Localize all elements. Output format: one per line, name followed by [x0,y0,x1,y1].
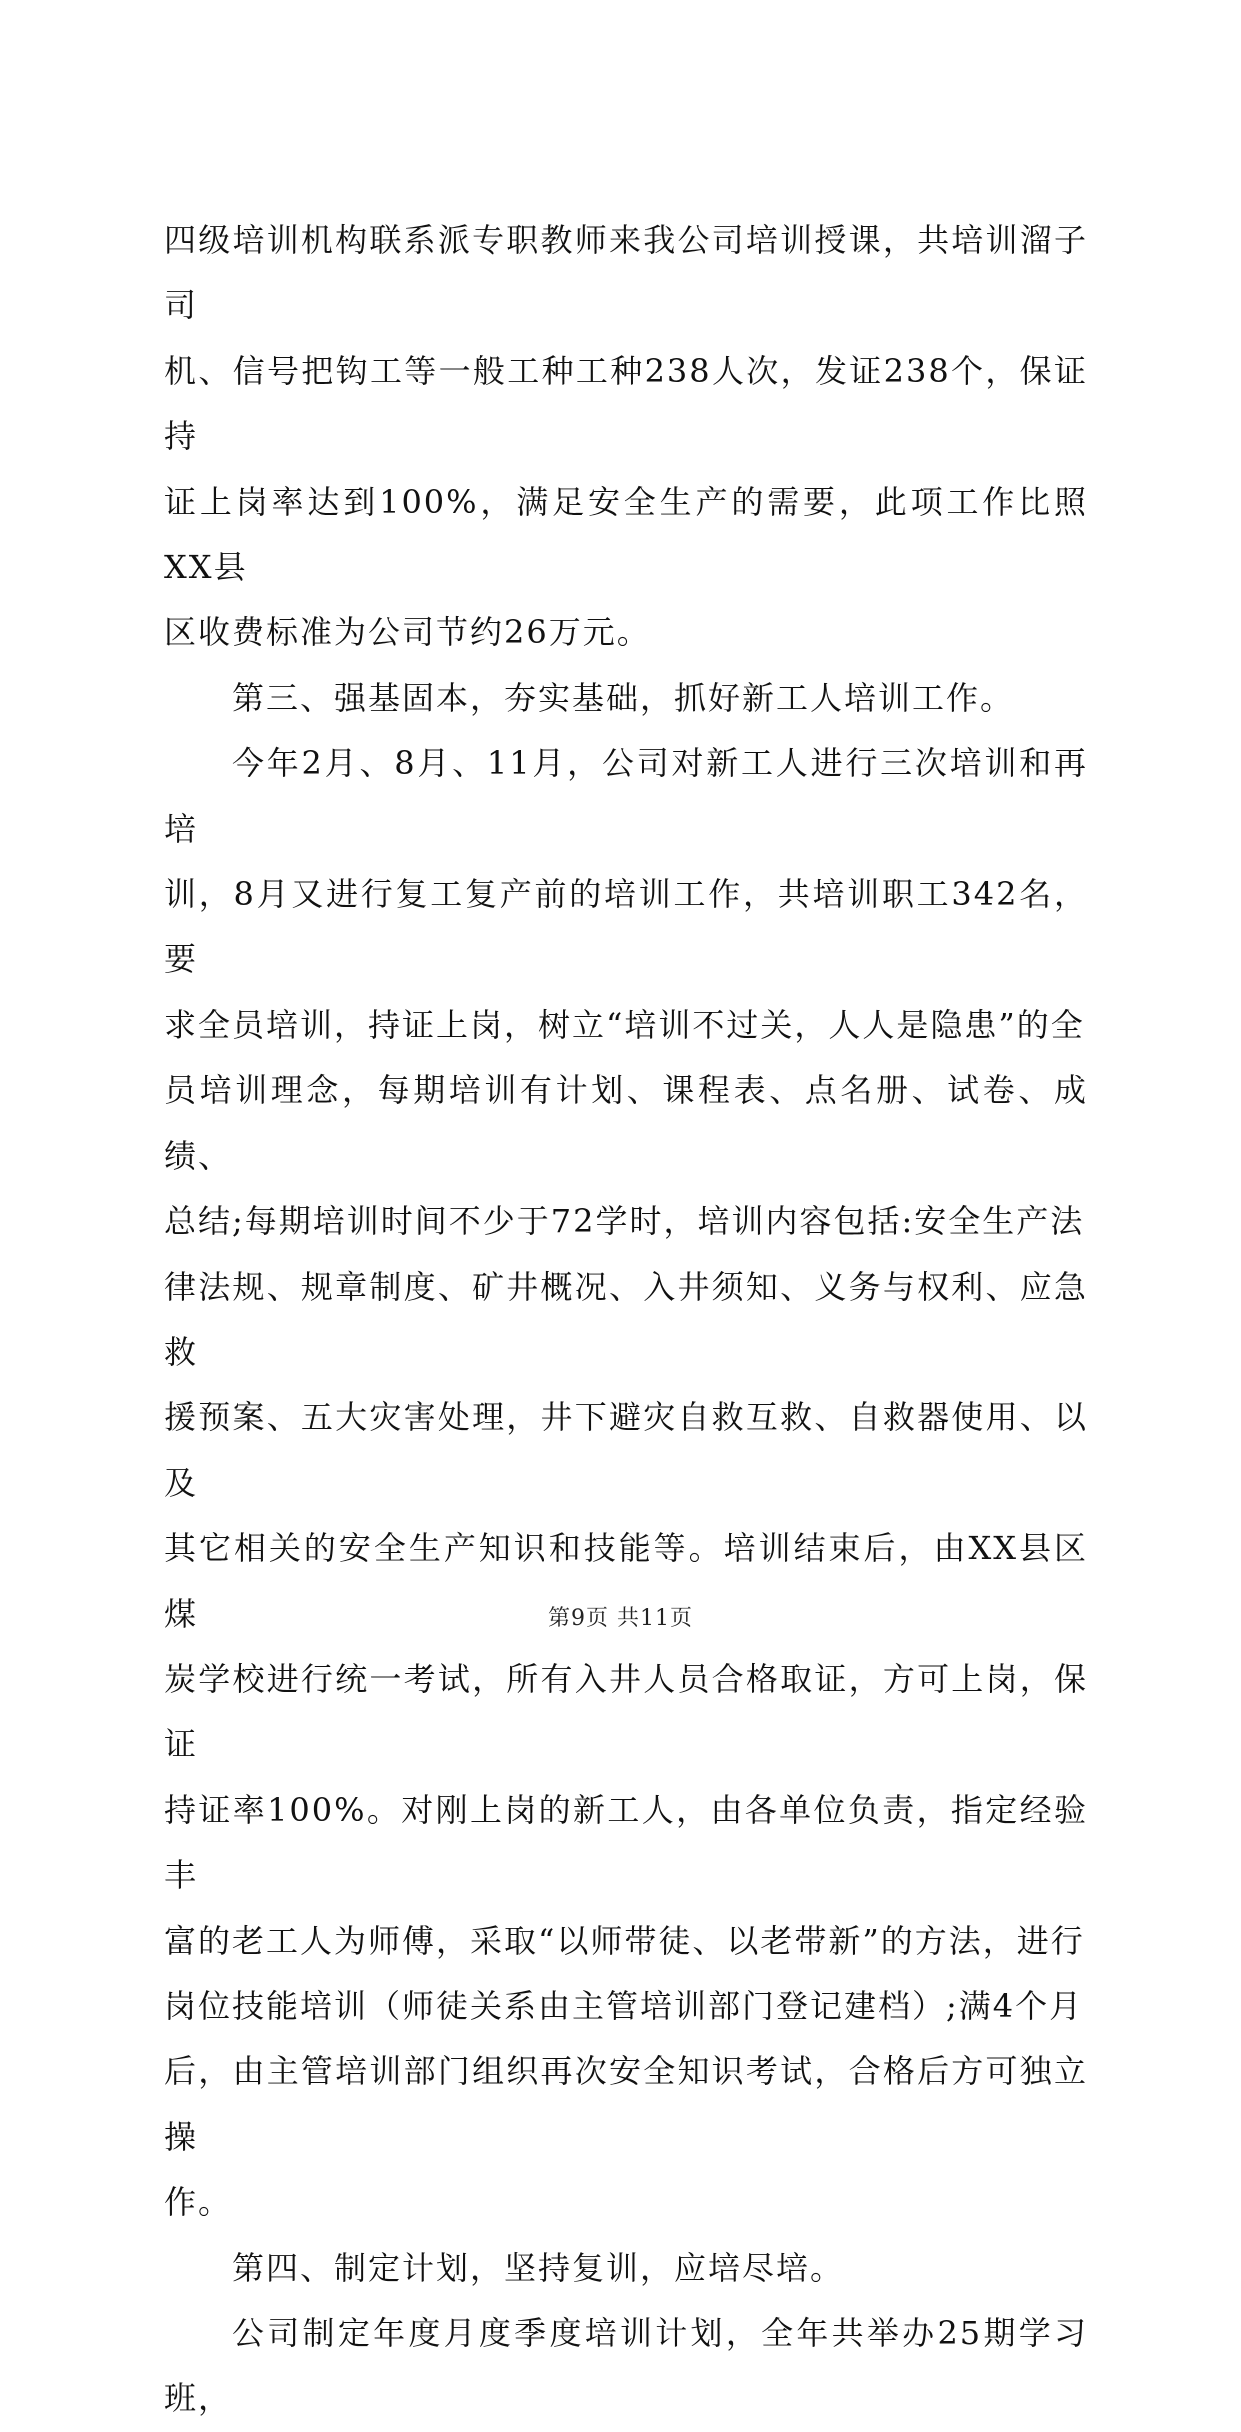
text-line: 今年2月、8月、11月，公司对新工人进行三次培训和再培 [164,744,1088,848]
text-line: 律法规、规章制度、矿井概况、入井须知、义务与权利、应急救 [164,1267,1088,1371]
paragraph [164,731,1088,2235]
text-line: 后，由主管培训部门组织再次安全知识考试，合格后方可独立操 [164,2052,1088,2156]
paragraph [164,208,1088,666]
text-line: 作。 [164,2183,233,2222]
document-body [164,208,1088,2432]
text-line: 员培训理念，每期培训有计划、课程表、点名册、试卷、成绩、 [164,1071,1088,1175]
text-line: 岗位技能培训（师徒关系由主管培训部门登记建档）;满4个月 [164,1986,1084,2025]
text-line: 炭学校进行统一考试，所有入井人员合格取证，方可上岗，保证 [164,1659,1088,1764]
page-number-footer: 第9页 共11页 [548,1606,693,1631]
text-line: 其它相关的安全生产知识和技能等。培训结束后，由XX县区煤 [164,1529,1088,1633]
text-line: 总结;每期培训时间不少于72学时，培训内容包括:安全生产法 [164,1202,1085,1241]
text-line: 公司制定年度月度季度培训计划，全年共举办25期学习班， [164,2314,1088,2418]
text-line: 证上岗率达到100%，满足安全生产的需要，此项工作比照XX县 [164,482,1088,587]
text-line: 求全员培训，持证上岗，树立“培训不过关，人人是隐患”的全 [164,1005,1085,1044]
text-line: 训，8月又进行复工复产前的培训工作，共培训职工342名，要 [164,875,1088,979]
text-line: 援预案、五大灾害处理，井下避灾自救互救、自救器使用、以及 [164,1398,1088,1502]
paragraph [164,2301,1088,2432]
section-heading [164,2236,1088,2301]
text-line: 区收费标准为公司节约26万元。 [164,613,651,652]
text-line: 第四、制定计划，坚持复训，应培尽培。 [232,2248,845,2287]
text-line: 机、信号把钩工等一般工种工种238人次，发证238个，保证持 [164,351,1088,456]
text-line: 富的老工人为师傅，采取“以师带徒、以老带新”的方法，进行 [164,1921,1085,1960]
text-line: 第三、强基固本，夯实基础，抓好新工人培训工作。 [232,678,1015,717]
text-line: 持证率100%。对刚上岗的新工人，由各单位负责，指定经验丰 [164,1790,1088,1895]
text-line: 四级培训机构联系派专职教师来我公司培训授课，共培训溜子司 [164,221,1088,325]
section-heading [164,666,1088,731]
